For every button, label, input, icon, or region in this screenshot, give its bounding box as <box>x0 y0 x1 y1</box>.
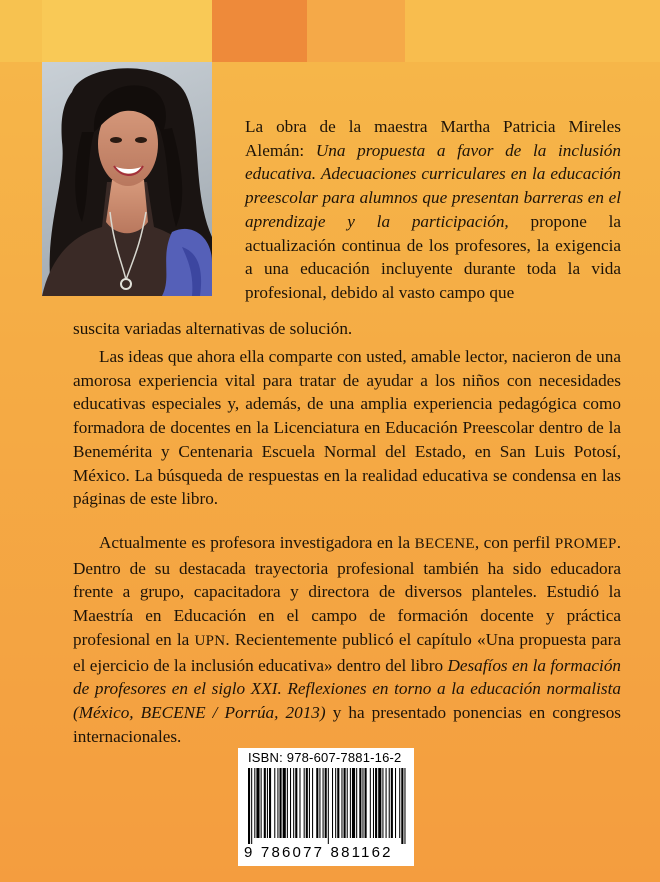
author-photo <box>42 62 212 296</box>
barcode-bar <box>283 768 286 838</box>
barcode-digits: 9 786077 881162 <box>244 844 393 861</box>
intro-text-last-line: suscita variadas alternativas de solución. <box>73 319 353 338</box>
barcode-bar <box>267 768 268 838</box>
color-band <box>42 0 212 62</box>
isbn-barcode <box>238 748 414 866</box>
barcode-bar <box>344 768 346 838</box>
barcode-bar <box>332 768 333 838</box>
second-paragraph-text: Las ideas que ahora ella comparte con usted, amable lector, nacieron de una amorosa experiencia vital para tratar de ayudar a los niños con necesidades educativas especiales y, además, de una amplia experiencia pedagógica como formadora de docentes en la Licenciatura en Educación Preescolar dentro de la Benemérita y Centenaria Escuela Normal del Estado, en San Luis Potosí, México. La búsqueda de respuestas en la realidad educativa se condensa en las páginas de este libro. <box>73 347 621 509</box>
becene-acronym: BECENE <box>414 536 475 552</box>
barcode-bar <box>325 768 327 838</box>
color-band <box>405 0 660 62</box>
intro-paragraph-continuation <box>73 317 621 341</box>
barcode-bar <box>359 768 361 838</box>
barcode-bar <box>373 768 374 838</box>
barcode-bar <box>350 768 351 838</box>
barcode-bars-icon <box>248 768 406 844</box>
barcode-bar <box>352 768 355 838</box>
barcode-bar <box>319 768 320 838</box>
barcode-bar <box>293 768 294 838</box>
bio-text-c: . Dentro de su destacada trayectoria profesional también ha sido educadora frente a grupo, capacitadora y directora de diversos planteles. Estudió la Maestría en Educación en el campo de formación docente y práctica profesional en la <box>73 533 621 649</box>
barcode-bar <box>290 768 291 838</box>
bio-text-d: . Recientemente publicó el capítulo «Una propuesta para el ejercicio de la inclusión educativa» dentro del libro <box>73 629 621 675</box>
barcode-bar <box>356 768 357 838</box>
barcode-bar <box>312 768 313 838</box>
book-reference-italic: Desafíos en la formación de profesores en el siglo XXI. Reflexiones en torno a la educación normalista (México, BECENE / Porrúa, 2013) <box>73 655 622 722</box>
barcode-bar <box>347 768 348 838</box>
barcode-bar <box>362 768 363 838</box>
bio-text-a: Actualmente es profesora investigadora en la <box>99 533 415 552</box>
color-band <box>307 0 405 62</box>
barcode-bar <box>386 768 387 838</box>
bio-text-e: y ha presentado ponencias en congresos internacionales. <box>73 702 621 746</box>
barcode-bar <box>287 768 288 838</box>
barcode-bar <box>401 768 403 844</box>
upn-acronym: UPN <box>194 632 226 649</box>
intro-text-end: propone la actualización continua de los profesores, la exigencia a una educación incluyente durante toda la vida profesional, debido al vasto campo que <box>245 211 621 302</box>
color-band <box>0 0 42 62</box>
barcode-bar <box>306 768 308 838</box>
barcode-bar <box>261 768 262 838</box>
bio-text-b: , con perfil <box>474 533 555 552</box>
promep-acronym: PROMEP <box>554 536 617 552</box>
barcode-bar <box>365 768 367 838</box>
author-portrait-icon <box>42 62 212 296</box>
barcode-bar <box>280 768 282 838</box>
barcode-bar <box>248 768 250 844</box>
barcode-bar <box>304 768 305 838</box>
barcode-bar <box>269 768 271 838</box>
intro-paragraph <box>245 115 621 305</box>
barcode-bar <box>264 768 266 838</box>
barcode-bar <box>399 768 400 838</box>
color-band <box>212 0 307 62</box>
barcode-bar <box>370 768 371 838</box>
barcode-bar <box>299 768 300 838</box>
barcode-bar <box>395 768 396 838</box>
barcode-bar <box>256 768 259 838</box>
barcode-bar <box>328 768 329 844</box>
barcode-bar <box>404 768 405 844</box>
barcode-bar <box>389 768 390 838</box>
barcode-bar <box>274 768 275 838</box>
barcode-bar <box>341 768 342 838</box>
barcode-bar <box>335 768 336 838</box>
barcode-bar <box>316 768 318 838</box>
barcode-bar <box>295 768 297 838</box>
barcode-bar <box>323 768 324 838</box>
third-paragraph <box>73 531 621 748</box>
barcode-bar <box>375 768 377 838</box>
barcode-bar <box>277 768 278 838</box>
barcode-bar <box>251 768 252 844</box>
barcode-bar <box>254 768 255 838</box>
isbn-label: ISBN: 978-607-7881-16-2 <box>248 750 402 765</box>
book-title-italic: Una propuesta a favor de la inclusión educativa. Adecuaciones curriculares en la educación preescolar para alumnos que presentan barreras en el aprendizaje y la participación, <box>245 140 621 231</box>
barcode-bar <box>378 768 381 838</box>
top-color-bands <box>0 0 660 62</box>
barcode-bar <box>382 768 383 838</box>
barcode-bar <box>309 768 310 838</box>
barcode-bar <box>337 768 339 838</box>
second-paragraph <box>73 345 621 511</box>
intro-text-start: La obra de la maestra Martha Patricia Mireles Alemán: <box>245 117 621 160</box>
barcode-bar <box>391 768 393 838</box>
